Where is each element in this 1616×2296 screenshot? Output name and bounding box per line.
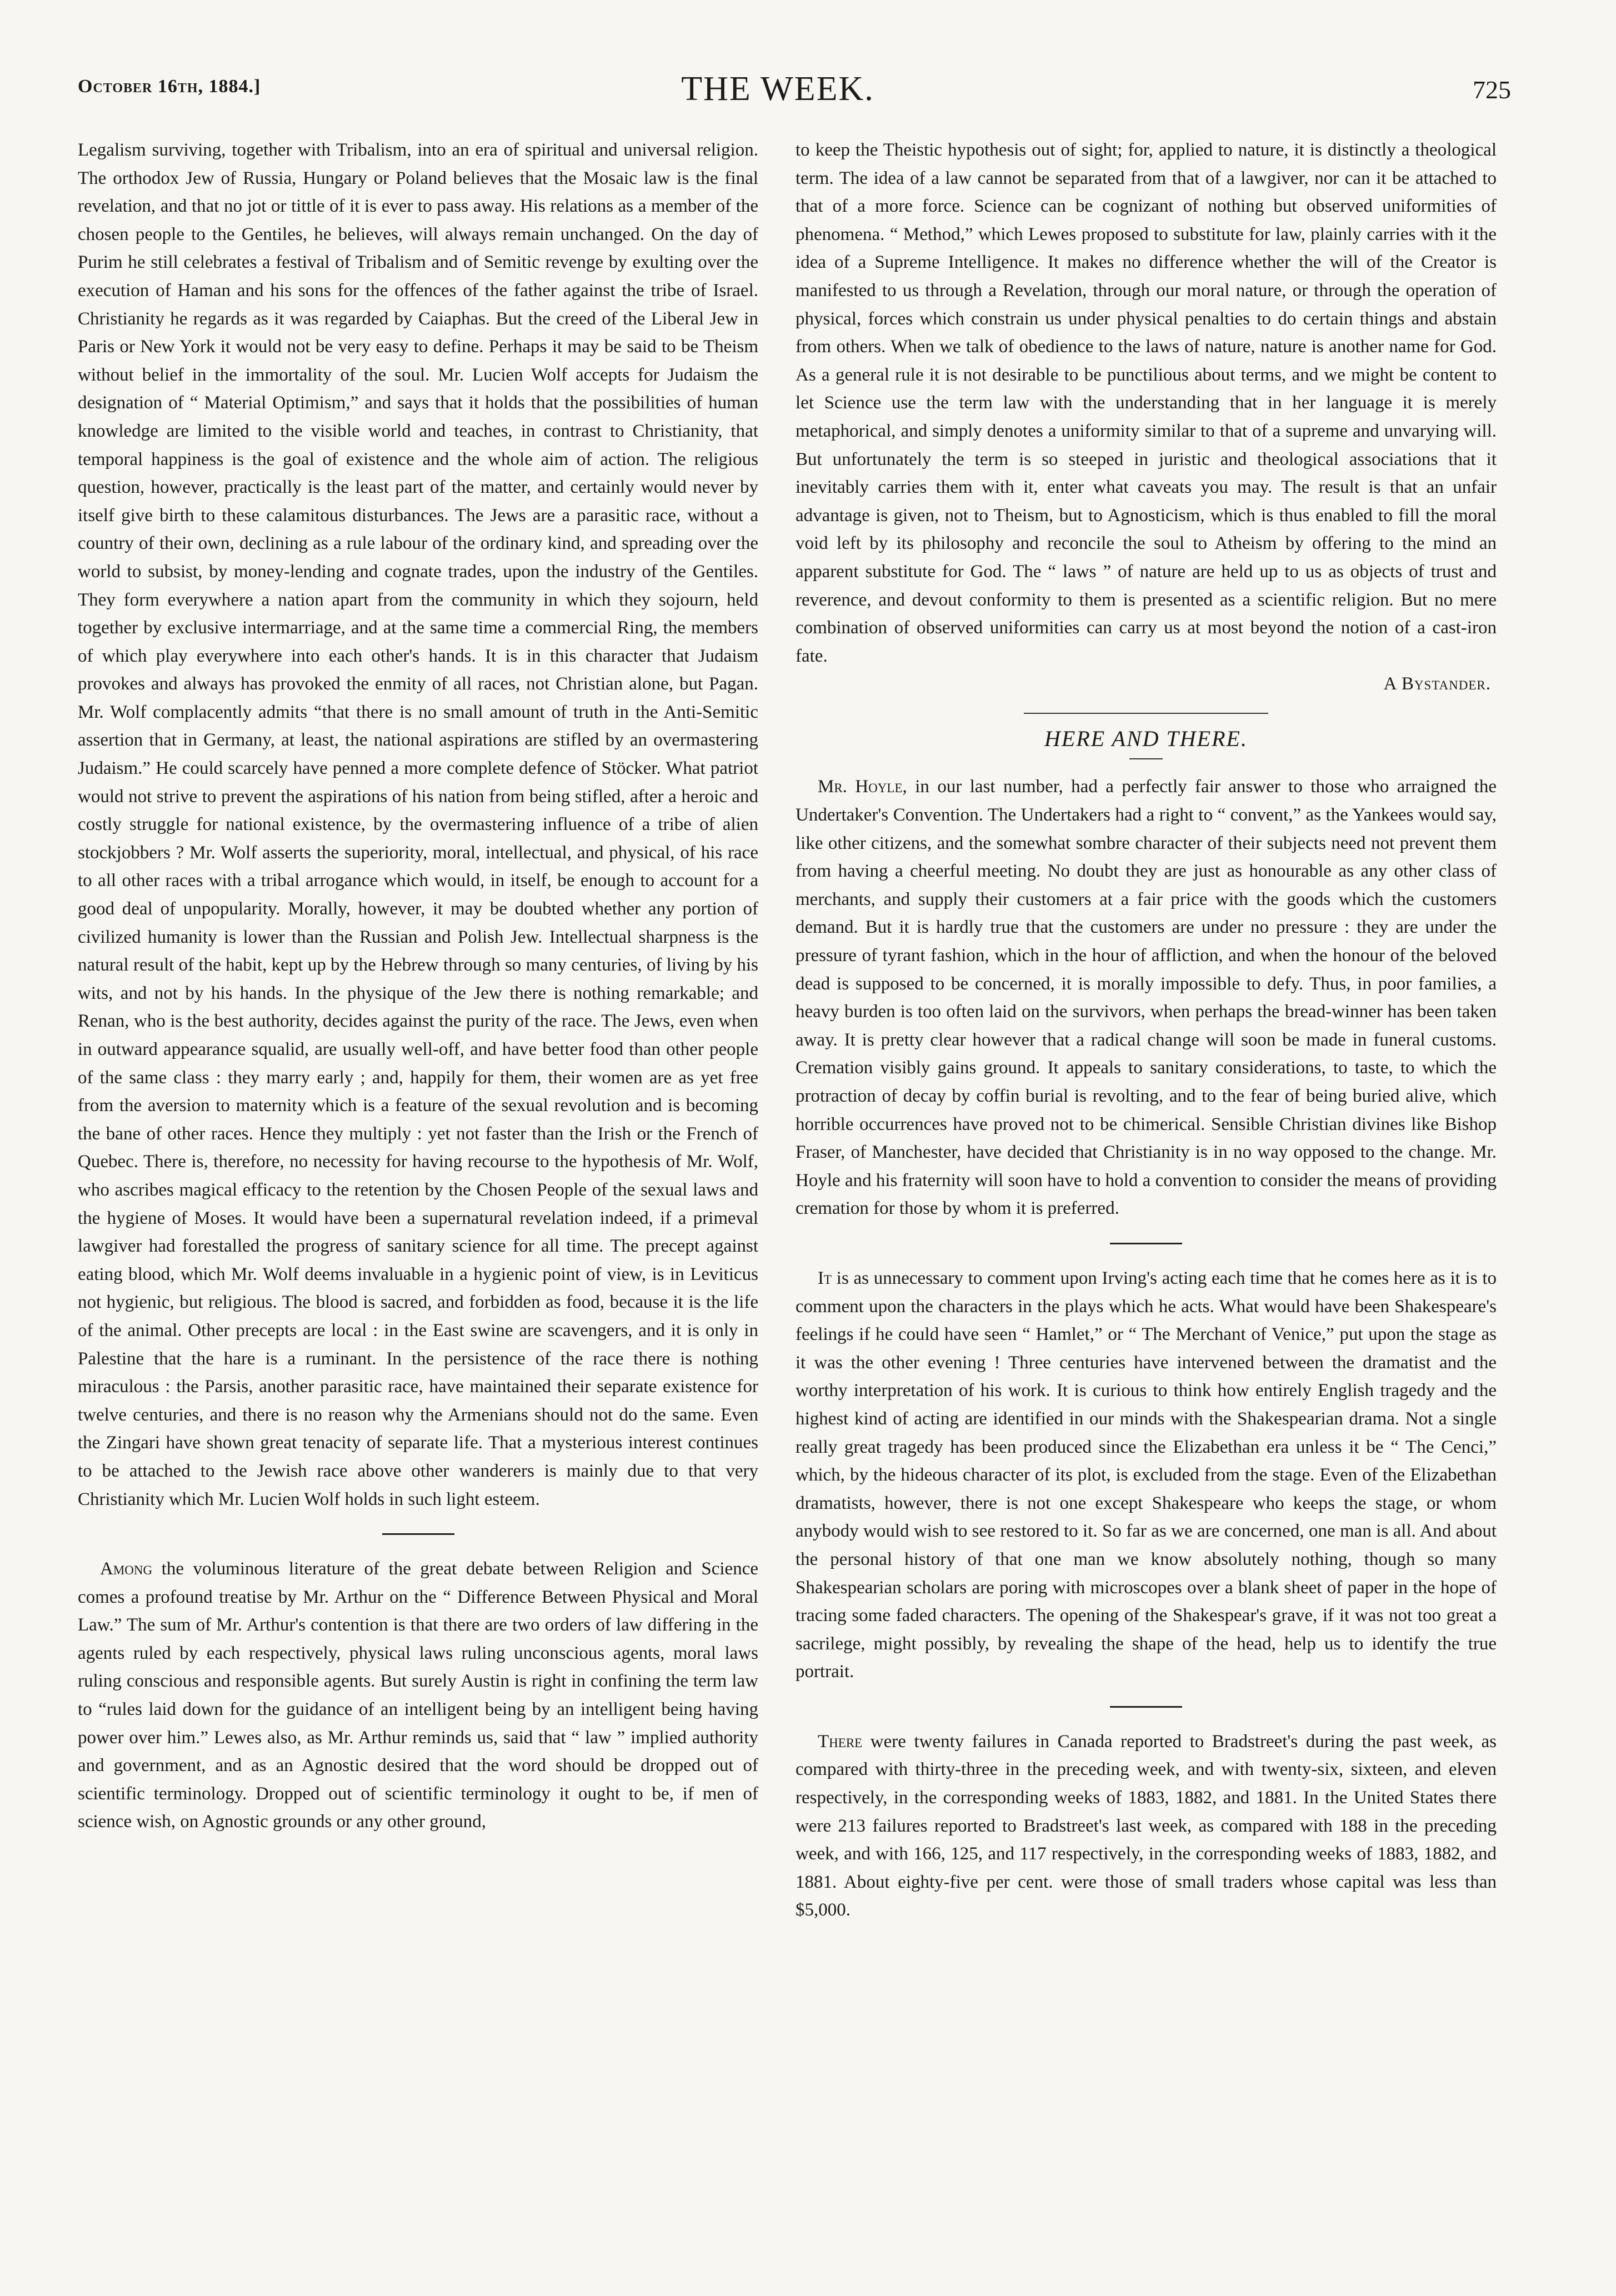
- page-number: 725: [1473, 76, 1511, 104]
- section-divider: [1024, 713, 1268, 714]
- paragraph-body: , in our last number, had a perfectly fair answer to those who arraigned the Undertaker's Convention. The Undertakers had a right to “ convent,” as the Yankees would say, like other citizens, and the somewhat sombre character of their subjects need not prevent them from having a cheerful meeting. No doubt they are just as honourable as any other class of merchants, and supply their customers at a fair price with the goods which the customers demand. But it is hardly true that the customers are under no pressure : they are under the pressure of tyrant fashion, which in the hour of affliction, and when the honour of the beloved dead is supposed to be concerned, it is morally impossible to defy. Thus, in poor families, a heavy burden is too often laid on the survivors, when perhaps the bread-winner has been taken away. It is pretty clear however that a radical change will soon be made in funeral customs. Cremation visibly gains ground. It appeals to sanitary considerations, to taste, to which the protraction of decay by coffin burial is revolting, and to the fear of being buried alive, which horrible occurrences have proved not to be chimerical. Sensible Christian divines like Bishop Fraser, of Manchester, have decided that Christianity is in no way opposed to the change. Mr. Hoyle and his fraternity will soon have to hold a convention to consider the means of providing cremation for those by whom it is preferred.: [796, 777, 1497, 1219]
- article-paragraph: [796, 1728, 1497, 1924]
- article-paragraph: [78, 1555, 758, 1836]
- paragraph-body: the voluminous literature of the great debate between Religion and Science comes a profound treatise by Mr. Arthur on the “ Difference Between Physical and Moral Law.” The sum of Mr. Arthur's contention is that there are two orders of law differing in the agents ruled by each respectively, physical laws ruling unconscious agents, moral laws ruling conscious and responsible agents. But surely Austin is right in confining the term law to “rules laid down for the guidance of an intelligent being by an intelligent being having power over him.” Lewes also, as Mr. Arthur reminds us, said that “ law ” implied authority and government, and as an Agnostic desired that the word should be dropped out of scientific terminology. Dropped out of scientific terminology it ought to be, if men of science wish, on Agnostic grounds or any other ground,: [78, 1559, 758, 1832]
- page-header: [44, 69, 1511, 114]
- heading-underline: [1129, 758, 1163, 759]
- paragraph-body: were twenty failures in Canada reported to Bradstreet's during the past week, as compared with thirty-three in the preceding week, and with twenty-six, sixteen, and eleven respectively, in the corresponding weeks of 1883, 1882, and 1881. In the United States there were 213 failures reported to Bradstreet's last week, as compared with 188 in the preceding week, and with 166, 125, and 117 respectively, in the corresponding weeks of 1883, 1882, and 1881. About eighty-five per cent. were those of small traders whose capital was less than $5,000.: [796, 1731, 1497, 1920]
- section-heading: HERE AND THERE.: [1044, 726, 1248, 751]
- publication-title: THE WEEK.: [681, 70, 874, 108]
- article-paragraph: Legalism surviving, together with Tribalism, into an era of spiritual and universal religion. The orthodox Jew of Russia, Hungary or Poland believes that the Mosaic law is the final revelation, and that no jot or tittle of it is ever to pass away. His relations as a member of the chosen people to the Gentiles, he believes, will always remain unchanged. On the day of Purim he still celebrates a festival of Tribalism and of Semitic revenge by exulting over the execution of Haman and his sons for the offences of the father against the tribe of Israel. Christianity he regards as it was regarded by Caiaphas. But the creed of the Liberal Jew in Paris or New York it would not be very easy to define. Perhaps it may be said to be Theism without belief in the immortality of the soul. Mr. Lucien Wolf accepts for Judaism the designation of “ Material Optimism,” and says that it holds that the possibilities of human knowledge are limited to the visible world and teaches, in contrast to Christianity, that temporal happiness is the goal of existence and the whole aim of action. The religious question, however, practically is the least part of the matter, and certainly would never by itself give birth to these calamitous disturbances. The Jews are a parasitic race, without a country of their own, declining as a rule labour of the ordinary kind, and spreading over the world to subsist, by money-lending and cognate trades, upon the industry of the Gentiles. They form everywhere a nation apart from the community in which they sojourn, held together by exclusive intermarriage, and at the same time a commercial Ring, the members of which play everywhere into each other's hands. It is in this character that Judaism provokes and always has provoked the enmity of all races, not Christian alone, but Pagan. Mr. Wolf complacently admits “that there is no small amount of truth in the Anti-Semitic assertion that in Germany, at least, the national aspirations are stifled by an overmastering Judaism.” He could scarcely have penned a more complete defence of Stöcker. What patriot would not strive to prevent the aspirations of his nation from being stifled, after a heroic and costly struggle for national existence, by the overmastering influence of a tribe of alien stockjobbers ? Mr. Wolf asserts the superiority, moral, intellectual, and physical, of his race to all other races with a tribal arrogance which would, in itself, be enough to account for a good deal of unpopularity. Morally, however, it may be doubted whether any portion of civilized humanity is lower than the Russian and Polish Jew. Intellectual sharpness is the natural result of the habit, kept up by the Hebrew through so many centuries, of living by his wits, and not by his hands. In the physique of the Jew there is nothing remarkable; and Renan, who is the best authority, decides against the purity of the race. The Jews, even when in outward appearance squalid, are usually well-off, and have better food than other people of the same class : they marry early ; and, happily for them, their women are as yet free from the aversion to maternity which is a feature of the sexual revolution and is becoming the bane of other races. Hence they multiply : yet not faster than the Irish or the French of Quebec. There is, therefore, no necessity for having recourse to the hypothesis of Mr. Wolf, who ascribes magical efficacy to the retention by the Chosen People of the sexual laws and the hygiene of Moses. It would have been a supernatural revelation indeed, if a primeval lawgiver had forestalled the progress of sanitary science for all time. The precept against eating blood, which Mr. Wolf deems invaluable in a hygienic point of view, is in Leviticus not hygienic, but religious. The blood is sacred, and forbidden as food, because it is the life of the animal. Other precepts are local : in the East swine are scavengers, and it is only in Palestine that the hare is a ruminant. In the persistence of the race there is nothing miraculous : the Parsis, another parasitic race, have maintained their separate existence for twelve centuries, and there is no reason why the Armenians should not do the same. Even the Zingari have shown great tenacity of separate life. That a mysterious interest continues to be attached to the Jewish race above other wanderers is mainly due to that very Christianity which Mr. Lucien Wolf holds in such light esteem.: [78, 140, 758, 1509]
- left-column: [78, 136, 758, 1836]
- section-divider: [382, 1533, 454, 1535]
- section-divider: [1110, 1243, 1182, 1244]
- paragraph-lead: Among: [100, 1559, 153, 1579]
- paragraph-lead: It: [818, 1268, 832, 1288]
- author-signature: A Bystander.: [1383, 674, 1491, 694]
- paragraph-lead: There: [818, 1731, 863, 1752]
- right-column: [796, 136, 1497, 1924]
- section-divider: [1110, 1706, 1182, 1708]
- article-paragraph: to keep the Theistic hypothesis out of sight; for, applied to nature, it is distinctly a theological term. The idea of a law cannot be separated from that of a lawgiver, nor can it be attached to that of a more force. Science can be cognizant of nothing but observed uniformities of phenomena. “ Method,” which Lewes proposed to substitute for law, plainly carries with it the idea of a Supreme Intelligence. It makes no difference whether the will of the Creator is manifested to us through a Revelation, through our moral nature, or through the operation of physical, forces which constrain us under physical penalties to do certain things and abstain from others. When we talk of obedience to the laws of nature, nature is another name for God. As a general rule it is not desirable to be punctilious about terms, and we might be content to let Science use the term law with the understanding that in her language it is merely metaphorical, and simply denotes a uniformity similar to that of a supreme and unvarying will. But unfortunately the term is so steeped in juristic and theological associations that it inevitably carries them with it, enter what caveats you may. The result is that an unfair advantage is given, not to Theism, but to Agnosticism, which is thus enabled to fill the moral void left by its philosophy and reconcile the soul to Atheism by offering to the mind an apparent substitute for God. The “ laws ” of nature are held up to us as objects of trust and reverence, and devout conformity to them is presented as a scientific religion. But no mere combination of observed uniformities can carry us at most beyond the notion of a cast-iron fate.: [796, 140, 1497, 666]
- paragraph-body: is as unnecessary to comment upon Irving's acting each time that he comes here as it is to comment upon the characters in the plays which he acts. What would have been Shakespeare's feelings if he could have seen “ Hamlet,” or “ The Merchant of Venice,” put upon the stage as it was the other evening ! Three centuries have intervened between the dramatist and the worthy interpretation of his work. It is curious to think how entirely English tragedy and the highest kind of acting are identified in our minds with the Shakespearian drama. Not a single really great tragedy has been produced since the Elizabethan era unless it be “ The Cenci,” which, by the hideous character of its plot, is excluded from the stage. Even of the Elizabethan dramatists, however, there is not one except Shakespeare who keeps the stage, or whom anybody would wish to see restored to it. So far as we are concerned, one man is all. And about the personal history of that one man we know absolutely nothing, though so many Shakespearian scholars are poring with microscopes over a blank sheet of paper in the hope of tracing some faded characters. The opening of the Shakespear's grave, if it was not too great a sacrilege, might possibly, by revealing the shape of the head, help us to identify the true portrait.: [796, 1268, 1497, 1682]
- article-paragraph: [796, 1264, 1497, 1686]
- paragraph-lead: Mr. Hoyle: [818, 777, 903, 797]
- issue-date: October 16th, 1884.]: [78, 76, 261, 97]
- article-paragraph: [796, 773, 1497, 1223]
